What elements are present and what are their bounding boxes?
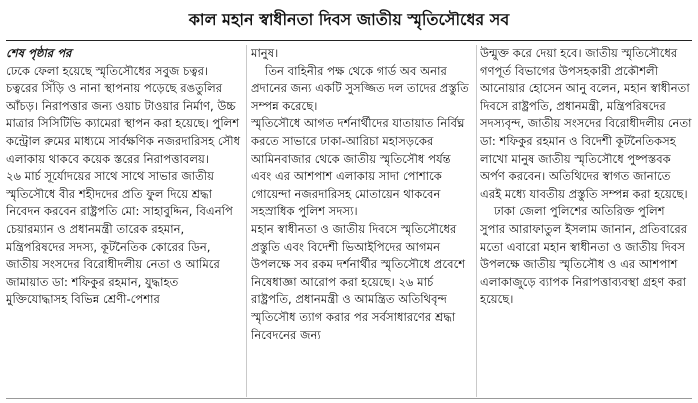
bottom-rule xyxy=(6,398,692,399)
paragraph: মহান স্বাধীনতা ও জাতীয় দিবসে স্মৃতিসৌধের প্রস্তুতি এবং বিদেশী ভিআইপিদের আগমন উপলক্ষে সব রকম দর্শনার্থীর স্মৃতিসৌধে প্রবেশে নিষেধাজ্ঞা আরোপ করা হয়েছে। ২৬ মার্চ রাষ্ট্রপতি, প্রধানমন্ত্রী ও আমন্ত্রিত অতিথিবৃন্দ স্মৃতিসৌধ ত্যাগ করার পর সর্বসাধারণের শ্রদ্ধা নিবেদনের জন্য xyxy=(251,221,466,342)
paragraph: মানুষ। xyxy=(251,46,279,60)
headline-rule xyxy=(6,40,692,41)
article-column-1 xyxy=(6,45,242,397)
paragraph: তিন বাহিনীর পক্ষ থেকে গার্ড অব অনার প্রদানের জন্য একটি সুসজ্জিত দল তাদের প্রস্তুতি সম্পন্ন করেছে। xyxy=(251,63,469,113)
paragraph: ২৬ মার্চ সূর্যোদয়ের সাথে সাথে সাভার জাতীয় স্মৃতিসৌধে বীর শহীদদের প্রতি ফুল দিয়ে শ্রদ্ধা নিবেদন করবেন রাষ্ট্রপতি মো: সাহাবুদ্দিন, বিএনপি চেয়ারম্যান ও প্রধানমন্ত্রী তারেক রহমান, মন্ত্রিপরিষদের সদস্য, কূটনৈতিক কোরের ডিন, জাতীয় সংসদের বিরোধীদলীয় নেতা ও আমিরে জামায়াত ডা: শফিকুর রহমান, যুদ্ধাহত মুক্তিযোদ্ধাসহ বিভিন্ন শ্রেণী-পেশার xyxy=(6,169,233,307)
column-divider xyxy=(246,45,247,397)
paragraph: ঢাকা জেলা পুলিশের অতিরিক্ত পুলিশ সুপার আরাফাতুল ইসলাম জানান, প্রতিবারের মতো এবারো মহান স্বাধীনতা ও জাতীয় দিবস উপলক্ষে জাতীয় স্মৃতিসৌধ ও এর আশপাশ এলাকাজুড়ে ব্যাপক নিরাপত্তাব্যবস্থা গ্রহণ করা হয়েছে। xyxy=(480,204,688,307)
article-column-2 xyxy=(251,45,472,397)
article-column-3 xyxy=(480,45,693,397)
paragraph: ঢেকে ফেলা হয়েছে স্মৃতিসৌধের সবুজ চত্বর। চত্বরের সিঁড়ি ও নানা স্থাপনায় পড়েছে রঙতুলির আঁচড়। নিরাপত্তার জন্য ওয়াচ টাওয়ার নির্মাণ, উচ্চ মাত্রার সিসিটিভি ক্যামেরা স্থাপন করা হয়েছে। পুলিশ কন্ট্রোল রুমের মাধ্যমে সার্বক্ষণিক নজরদারিসহ সৌধ এলাকায় থাকবে কয়েক স্তরের নিরাপত্তাবলয়। xyxy=(6,63,241,166)
continued-from-kicker: শেষ পৃষ্ঠার পর xyxy=(6,46,72,60)
paragraph: উন্মুক্ত করে দেয়া হবে। জাতীয় স্মৃতিসৌধের গণপূর্ত বিভাগের উপসহকারী প্রকৌশলী আনোয়ার হোসেন আনু বলেন, মহান স্বাধীনতা দিবসে রাষ্ট্রপতি, প্রধানমন্ত্রী, মন্ত্রিপরিষদের সদস্যবৃন্দ, জাতীয় সংসদের বিরোধীদলীয় নেতা ডা: শফিকুর রহমান ও বিদেশী কূটনৈতিকসহ লাখো মানুষ জাতীয় স্মৃতিসৌধে পুষ্পস্তবক অর্পণ করবেন। অতিথিদের স্বাগত জানাতে এরই মধ্যে যাবতীয় প্রস্তুতি সম্পন্ন করা হয়েছে। xyxy=(480,46,692,201)
paragraph: স্মৃতিসৌধে আগত দর্শনার্থীদের যাতায়াত নির্বিঘ্ন করতে সাভারে ঢাকা-আরিচা মহাসড়কের আমিনবাজার থেকে জাতীয় স্মৃতিসৌধ পর্যন্ত এবং এর আশপাশ এলাকায় সাদা পোশাকে গোয়েন্দা নজরদারিসহ মোতায়েন থাকবেন সহস্রাধিক পুলিশ সদস্য। xyxy=(251,116,465,219)
headline: কাল মহান স্বাধীনতা দিবস জাতীয় স্মৃতিসৌধের সব xyxy=(188,10,510,29)
column-divider xyxy=(476,45,477,397)
